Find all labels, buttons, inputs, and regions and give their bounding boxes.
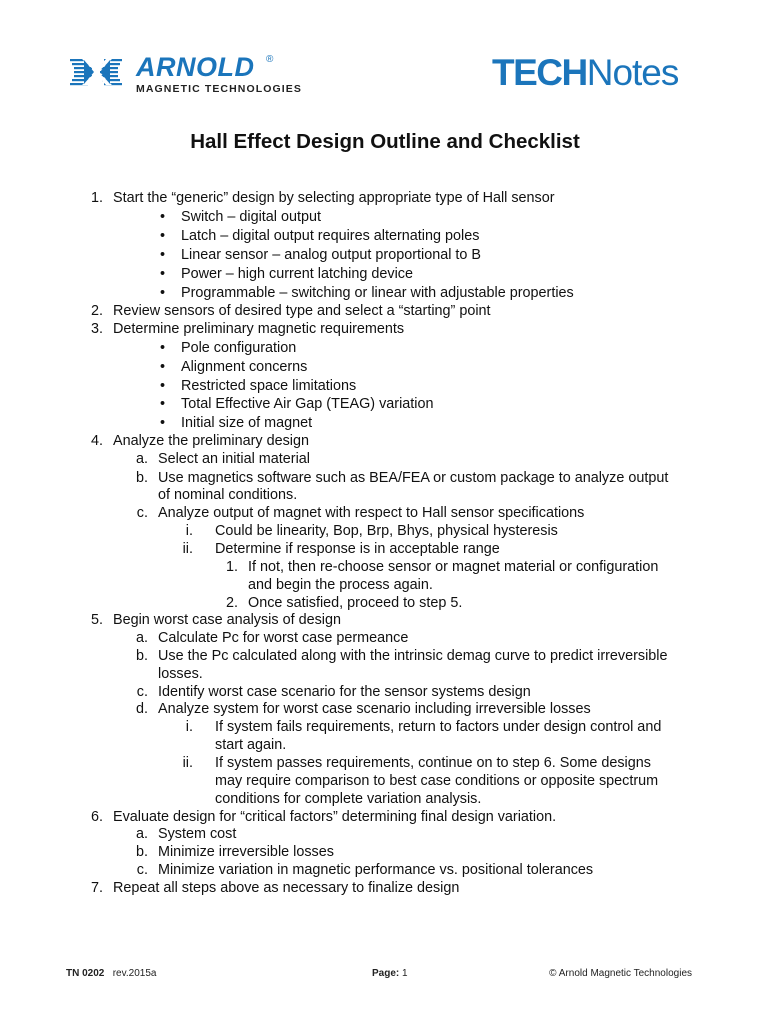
item-text: losses. bbox=[158, 666, 203, 682]
arnold-logo bbox=[66, 52, 326, 96]
footer-doc-info bbox=[66, 968, 156, 979]
page-header bbox=[0, 0, 770, 120]
bullet-icon: • bbox=[160, 247, 166, 263]
item-text: Analyze the preliminary design bbox=[113, 433, 309, 449]
item-text: Evaluate design for “critical factors” determining final design variation. bbox=[113, 809, 557, 825]
page-title: Hall Effect Design Outline and Checklist bbox=[190, 130, 580, 153]
item-marker: a. bbox=[135, 630, 148, 646]
item-marker: b. bbox=[135, 844, 148, 860]
page-number: 1 bbox=[402, 968, 408, 979]
item-marker: 7. bbox=[90, 880, 103, 896]
bullet-icon: • bbox=[160, 359, 166, 375]
item-marker: ii. bbox=[182, 541, 193, 557]
item-text: Restricted space limitations bbox=[181, 378, 357, 394]
item-text: Begin worst case analysis of design bbox=[113, 612, 341, 628]
registered-mark: ® bbox=[266, 54, 274, 65]
item-text: Analyze output of magnet with respect to Hall sensor specifications bbox=[158, 505, 585, 521]
technotes-bold: TECH bbox=[492, 52, 587, 93]
item-text: Repeat all steps above as necessary to finalize design bbox=[113, 880, 460, 896]
item-marker: a. bbox=[135, 451, 148, 467]
bullet-icon: • bbox=[160, 378, 166, 394]
item-text: Pole configuration bbox=[181, 340, 297, 356]
item-marker: c. bbox=[136, 862, 148, 878]
bullet-icon: • bbox=[160, 228, 166, 244]
item-marker: b. bbox=[135, 648, 148, 664]
footer-page bbox=[372, 968, 408, 979]
item-text: Once satisfied, proceed to step 5. bbox=[248, 595, 463, 611]
bullet-icon: • bbox=[160, 209, 166, 225]
item-marker: 6. bbox=[90, 809, 103, 825]
item-text: Determine preliminary magnetic requirements bbox=[113, 321, 405, 337]
item-marker: a. bbox=[135, 826, 148, 842]
footer-copyright: © Arnold Magnetic Technologies bbox=[549, 968, 692, 979]
item-marker: 2. bbox=[225, 595, 238, 611]
bullet-icon: • bbox=[160, 285, 166, 301]
item-text: Linear sensor – analog output proportional to B bbox=[181, 247, 482, 263]
item-text: Programmable – switching or linear with adjustable properties bbox=[181, 285, 574, 301]
item-text: Initial size of magnet bbox=[181, 415, 313, 431]
item-text: System cost bbox=[158, 826, 237, 842]
page-footer bbox=[0, 968, 770, 988]
item-text: If not, then re-choose sensor or magnet material or configuration bbox=[248, 559, 659, 575]
item-marker: 4. bbox=[90, 433, 103, 449]
logo-wordmark: ARNOLD bbox=[136, 52, 255, 82]
item-text: Latch – digital output requires alternating poles bbox=[181, 228, 480, 244]
item-text: conditions for complete variation analysis. bbox=[215, 791, 482, 807]
item-marker: 1. bbox=[225, 559, 238, 575]
bullet-icon: • bbox=[160, 266, 166, 282]
item-text: If system passes requirements, continue on to step 6. Some designs bbox=[215, 755, 651, 771]
item-text: Determine if response is in acceptable range bbox=[215, 541, 500, 557]
item-text: Identify worst case scenario for the sensor systems design bbox=[158, 684, 531, 700]
item-marker: 2. bbox=[90, 303, 103, 319]
bullet-icon: • bbox=[160, 415, 166, 431]
logo-subtitle: MAGNETIC TECHNOLOGIES bbox=[136, 83, 303, 95]
item-text: may require comparison to best case conditions or opposite spectrum bbox=[215, 773, 659, 789]
item-marker: i. bbox=[185, 719, 193, 735]
item-text: Minimize variation in magnetic performance vs. positional tolerances bbox=[158, 862, 594, 878]
item-marker: b. bbox=[135, 470, 148, 486]
item-marker: i. bbox=[185, 523, 193, 539]
item-text: Start the “generic” design by selecting appropriate type of Hall sensor bbox=[113, 190, 555, 206]
technotes-light: Notes bbox=[586, 52, 679, 93]
item-text: Use magnetics software such as BEA/FEA or custom package to analyze output bbox=[158, 470, 669, 486]
item-text: Alignment concerns bbox=[181, 359, 308, 375]
item-text: start again. bbox=[215, 737, 287, 753]
item-marker: 5. bbox=[90, 612, 103, 628]
item-text: Power – high current latching device bbox=[181, 266, 413, 282]
bullet-icon: • bbox=[160, 396, 166, 412]
item-text: Review sensors of desired type and select a “starting” point bbox=[113, 303, 491, 319]
item-text: If system fails requirements, return to factors under design control and bbox=[215, 719, 662, 735]
item-marker: 1. bbox=[90, 190, 103, 206]
item-text: Analyze system for worst case scenario including irreversible losses bbox=[158, 701, 591, 717]
item-text: and begin the process again. bbox=[248, 577, 433, 593]
bullet-icon: • bbox=[160, 340, 166, 356]
doc-code: TN 0202 bbox=[66, 968, 105, 979]
arnold-chevron-icon bbox=[66, 56, 128, 90]
item-marker: d. bbox=[135, 701, 148, 717]
page-label: Page: bbox=[372, 968, 400, 979]
item-text: Could be linearity, Bop, Brp, Bhys, physical hysteresis bbox=[215, 523, 558, 539]
doc-revision: rev.2015a bbox=[112, 968, 157, 979]
item-marker: c. bbox=[136, 684, 148, 700]
item-text: Select an initial material bbox=[158, 451, 310, 467]
item-marker: c. bbox=[136, 505, 148, 521]
item-text: Switch – digital output bbox=[181, 209, 321, 225]
item-text: Minimize irreversible losses bbox=[158, 844, 334, 860]
item-marker: 3. bbox=[90, 321, 103, 337]
item-marker: ii. bbox=[182, 755, 193, 771]
item-text: Total Effective Air Gap (TEAG) variation bbox=[181, 396, 434, 412]
technotes-logo bbox=[492, 52, 678, 94]
item-text: Use the Pc calculated along with the intrinsic demag curve to predict irreversible bbox=[158, 648, 668, 664]
item-text: of nominal conditions. bbox=[158, 487, 298, 503]
item-text: Calculate Pc for worst case permeance bbox=[158, 630, 409, 646]
